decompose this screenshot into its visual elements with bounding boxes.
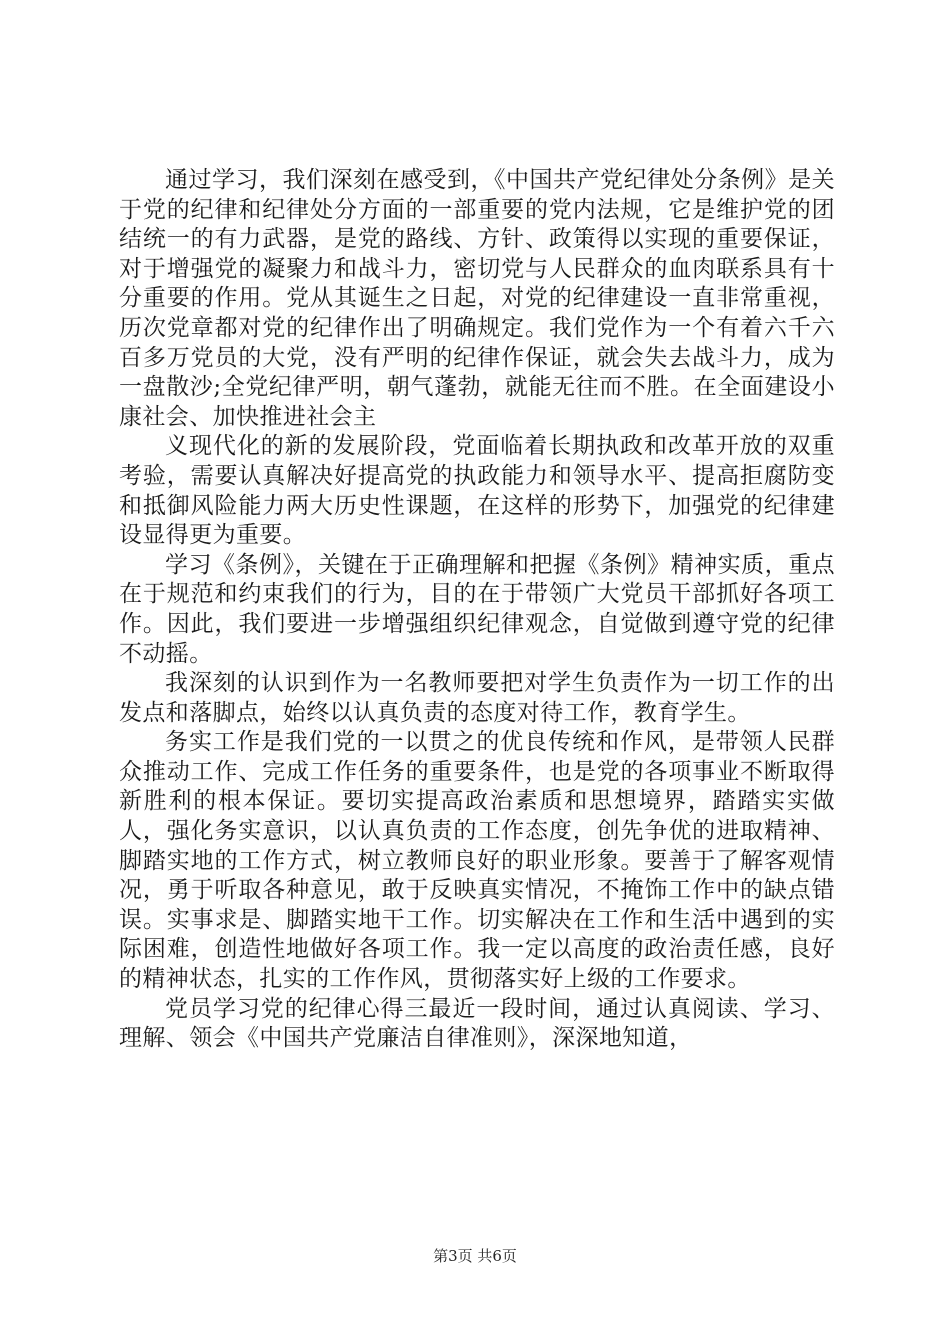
document-body — [119, 166, 835, 1054]
paragraph-5: 务实工作是我们党的一以贯之的优良传统和作风，是带领人民群众推动工作、完成工作任务的重要条件，也是党的各项事业不断取得新胜利的根本保证。要切实提高政治素质和思想境界，踏踏实实做人，强化务实意识，以认真负责的工作态度，创先争优的进取精神、脚踏实地的工作方式，树立教师良好的职业形象。要善于了解客观情况，勇于听取各种意见，敢于反映真实情况，不掩饰工作中的缺点错误。实事求是、脚踏实地干工作。切实解决在工作和生活中遇到的实际困难，创造性地做好各项工作。我一定以高度的政治责任感，良好的精神状态，扎实的工作作风，贯彻落实好上级的工作要求。 — [119, 729, 835, 993]
page-number-footer: 第3页 共6页 — [433, 1247, 517, 1265]
paragraph-2: 义现代化的新的发展阶段，党面临着长期执政和改革开放的双重考验，需要认真解决好提高党的执政能力和领导水平、提高拒腐防变和抵御风险能力两大历史性课题，在这样的形势下，加强党的纪律建设显得更为重要。 — [119, 433, 835, 549]
paragraph-6: 党员学习党的纪律心得三最近一段时间，通过认真阅读、学习、理解、领会《中国共产党廉洁自律准则》，深深地知道， — [119, 995, 835, 1052]
paragraph-4: 我深刻的认识到作为一名教师要把对学生负责作为一切工作的出发点和落脚点，始终以认真负责的态度对待工作，教育学生。 — [119, 670, 835, 726]
paragraph-1: 通过学习，我们深刻在感受到，《中国共产党纪律处分条例》是关于党的纪律和纪律处分方面的一部重要的党内法规，它是维护党的团结统一的有力武器，是党的路线、方针、政策得以实现的重要保证，对于增强党的凝聚力和战斗力，密切党与人民群众的血肉联系具有十分重要的作用。党从其诞生之日起，对党的纪律建设一直非常重视，历次党章都对党的纪律作出了明确规定。我们党作为一个有着六千六百多万党员的大党，没有严明的纪律作保证，就会失去战斗力，成为一盘散沙;全党纪律严明，朝气蓬勃，就能无往而不胜。在全面建设小康社会、加快推进社会主 — [119, 167, 835, 430]
paragraph-3: 学习《条例》，关键在于正确理解和把握《条例》精神实质，重点在于规范和约束我们的行为，目的在于带领广大党员干部抓好各项工作。因此，我们要进一步增强组织纪律观念，自觉做到遵守党的纪律不动摇。 — [119, 551, 835, 667]
